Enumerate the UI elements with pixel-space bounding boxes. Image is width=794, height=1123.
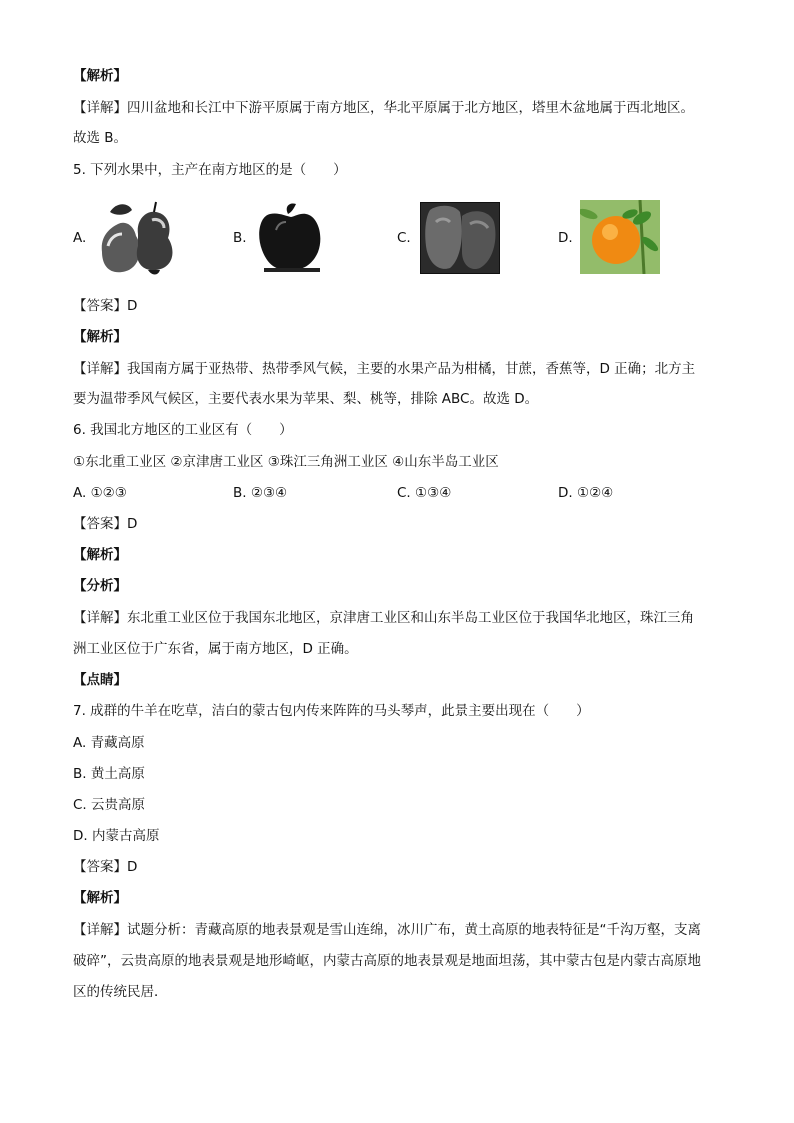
option-b-label: B. bbox=[233, 230, 247, 246]
option-a: A. ①②③ bbox=[73, 485, 127, 501]
analysis-label: 【解析】 bbox=[73, 68, 127, 84]
orange-icon bbox=[580, 200, 660, 274]
option-d: D. ①②④ bbox=[558, 485, 614, 501]
option-c-label: C. bbox=[397, 230, 411, 246]
question-6-items: ①东北重工业区 ②京津唐工业区 ③珠江三角洲工业区 ④山东半岛工业区 bbox=[73, 454, 499, 470]
question-7: 7. 成群的牛羊在吃草，洁白的蒙古包内传来阵阵的马头琴声，此景主要出现在（ ） bbox=[73, 703, 590, 719]
detail-text: 【详解】四川盆地和长江中下游平原属于南方地区，华北平原属于北方地区，塔里木盆地属于西北地区。 bbox=[73, 100, 694, 116]
option-c: C. 云贵高原 bbox=[73, 797, 146, 813]
analysis-label: 【解析】 bbox=[73, 890, 127, 906]
option-b: B. ②③④ bbox=[233, 485, 288, 501]
analysis-label: 【解析】 bbox=[73, 547, 127, 563]
answer-label: 【答案】D bbox=[73, 516, 138, 532]
dianjing-label: 【点睛】 bbox=[73, 672, 127, 688]
option-a-label: A. bbox=[73, 230, 87, 246]
answer-label: 【答案】D bbox=[73, 859, 138, 875]
analysis-label: 【解析】 bbox=[73, 329, 127, 345]
option-c: C. ①③④ bbox=[397, 485, 452, 501]
pear-icon bbox=[96, 198, 180, 276]
option-d: D. 内蒙古高原 bbox=[73, 828, 160, 844]
answer-label: 【答案】D bbox=[73, 298, 138, 314]
option-b: B. 黄土高原 bbox=[73, 766, 145, 782]
detail-text: 【详解】我国南方属于亚热带、热带季风气候，主要的水果产品为柑橘，甘蔗，香蕉等，D 正确；北方主 bbox=[73, 361, 696, 377]
detail-text: 【详解】试题分析：青藏高原的地表景观是雪山连绵，冰川广布，黄土高原的地表特征是“千沟万壑，支离 bbox=[73, 922, 701, 938]
option-a: A. 青藏高原 bbox=[73, 735, 145, 751]
question-6: 6. 我国北方地区的工业区有（ ） bbox=[73, 422, 293, 438]
detail-text: 洲工业区位于广东省，属于南方地区，D 正确。 bbox=[73, 641, 358, 657]
detail-text: 要为温带季风气候区，主要代表水果为苹果、梨、桃等，排除 ABC。故选 D。 bbox=[73, 391, 539, 407]
peach-icon bbox=[420, 202, 500, 274]
detail-text: 故选 B。 bbox=[73, 130, 128, 146]
detail-text: 【详解】东北重工业区位于我国东北地区，京津唐工业区和山东半岛工业区位于我国华北地区，珠江三角 bbox=[73, 610, 694, 626]
option-d-label: D. bbox=[558, 230, 573, 246]
question-5: 5. 下列水果中，主产在南方地区的是（ ） bbox=[73, 162, 347, 178]
detail-text: 区的传统民居． bbox=[73, 984, 168, 1000]
detail-text: 破碎”，云贵高原的地表景观是地形崎岖，内蒙古高原的地表景观是地面坦荡，其中蒙古包是内蒙古高原地 bbox=[73, 953, 701, 969]
fenxi-label: 【分析】 bbox=[73, 578, 127, 594]
apple-icon bbox=[256, 200, 326, 274]
